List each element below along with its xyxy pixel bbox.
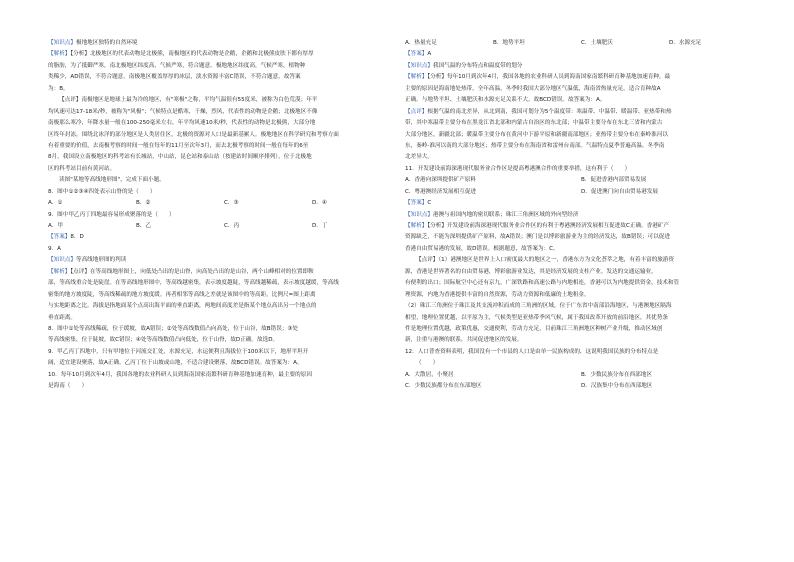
q12-option-a: A．大散居，小聚居 [405, 371, 454, 378]
text-line [48, 347, 400, 358]
text-line [48, 84, 400, 95]
section-tag: 【知识点】 [48, 40, 76, 46]
line-text: 12．人口普查资料表明，我国没有一个市县的人口是由单一民族构成的，这说明我国民族的分布特点是 [405, 348, 659, 355]
line-text: 9．A [48, 245, 61, 252]
right-column [405, 38, 757, 393]
q8-option-a: A．① [48, 200, 63, 207]
q12-option-b: B．少数民族分布在西部地区 [581, 371, 652, 378]
text-line [48, 381, 400, 392]
text-line [405, 107, 757, 118]
text-line [405, 278, 757, 289]
section-tag: 【知识点】 [405, 211, 433, 218]
line-text: 有便利的出口；国际航空中心还有京九，广深铁路和高速公路与内地相连，香港可以为内地提供资金，技术和管 [405, 280, 680, 287]
q9-option-d: D．丁 [312, 223, 328, 229]
text-line [48, 335, 400, 346]
text-line [405, 95, 757, 106]
q11-options-row1 [405, 175, 757, 186]
text-line [405, 84, 757, 95]
line-text: 为：B。 [48, 85, 69, 92]
section-tag: 【答案】 [405, 51, 428, 58]
text-line [48, 278, 400, 289]
text-line [48, 141, 400, 152]
text-line [405, 232, 757, 243]
text-line [405, 49, 757, 60]
section-tag: 【解析】 [405, 74, 428, 81]
line-text: 相望，地理位置优越，以平原为主，气候类型是亚热带季风气候，属于我国改革开放的前沿地区，其优势条 [405, 314, 668, 321]
text-line [48, 187, 400, 198]
text-line [48, 152, 400, 163]
line-text: 区的科考站目前有黄河站。 [48, 165, 116, 172]
q12-options-row2 [405, 381, 757, 392]
line-text: 阔，适宜建设聚落，故A正确。乙丙丁位于山坡或山地，不适合建设聚落，故BCD错误。故答案为：A。 [48, 360, 303, 367]
q10-options [405, 38, 757, 49]
text-line [405, 347, 757, 358]
q10-option-b: B．地势平坦 [493, 40, 525, 46]
text-line [48, 370, 400, 381]
text-line [405, 301, 757, 312]
q9-option-c: C．丙 [224, 223, 240, 229]
line-text: 类稀少，AD错误，不符合题意。南极地区覆盖厚厚的冰层，淡水资源丰富C错误，不符合题意。故答案 [48, 74, 301, 81]
line-text: 理资源，内地为香港提供丰富的自然资源，劳动力资源和低廉的土地租金。 [405, 291, 590, 298]
line-text: 东，秦岭-淮河以南的大部分地区；热带主要分布在海南省和雷州台南部。气温特点夏季普遍高温，冬季南 [405, 142, 665, 149]
q11-option-a: A．香港向深圳提供矿产原料 [405, 177, 476, 184]
text-line [48, 175, 400, 186]
text-line [48, 324, 400, 335]
text-line [405, 118, 757, 129]
line-text: 部，等高线重合处是陡崖。在等高线地形图中，等高线越密集，表示坡度越陡，等高线越稀疏，表示坡度越缓，等高线 [48, 280, 339, 287]
q8-option-b: B．② [136, 200, 151, 207]
line-text: 资源缺乏，不能为深圳提供矿产原料，故A错误；澳门是以博彩旅游业为主的经济发达，故B错误；可以促进 [405, 234, 670, 241]
line-text: C [427, 200, 432, 207]
line-text: 10．每年10月到次年4月，我国各地的农业科研人员到海南国家南繁科研育种基地加速育种，最主要的原因 [48, 371, 312, 378]
line-text: 9．甲乙丙丁四地中，只有甲地位于河流交汇处，水源充足，水运便利且海拔位于100米以下，地形平坦开 [48, 348, 309, 355]
text-line [48, 244, 400, 255]
line-text: 有着重要的价值，去南极考察的时间一般在每年的11月至次年3月，而去北极考察的时间一般在每年的6至 [48, 142, 309, 149]
text-line [405, 164, 757, 175]
text-line [405, 244, 757, 255]
text-line [405, 255, 757, 266]
text-line [48, 49, 400, 60]
line-text: （ ） [416, 360, 439, 367]
line-text: 等高线地形图的判读 [75, 257, 127, 264]
line-text: 我国气温的分布特点和温度带的划分 [432, 62, 523, 69]
right-explanation-block [405, 198, 757, 370]
line-text: 8．图中①处等高线稀疏，位于缓坡，故A错误；②处等高线数值凸向高处，位于山谷，故B错误；③处 [48, 325, 299, 332]
line-text: 均风速可达17-18米/秒，被称为"风极"；气候特点是酷寒，干燥，烈风，代表性的动物是企鹅；北极地区不像 [48, 108, 318, 115]
q10-option-d: D．水源充足 [669, 40, 702, 46]
q8-options [48, 198, 400, 209]
text-line [405, 152, 757, 163]
line-text: （2）珠江三角洲位于珠江及其支流冲积而成的三角洲的区域，位于广东省中南部沿海地区，与港澳地区隔海 [405, 303, 672, 310]
text-line [405, 198, 757, 209]
text-line [48, 72, 400, 83]
line-text: 读图"某地等高线地形图"，完成下面小题。 [59, 177, 165, 184]
line-text: 【分析】每年10月到次年4月，我国各地的农业科研人员到海南国家南繁科研育种基地加速育种，最 [427, 74, 671, 81]
section-tag: 【答案】 [48, 234, 71, 241]
q11-option-c: C．粤港澳经济发展相互促进 [405, 188, 477, 195]
text-line [48, 95, 400, 106]
line-text: 新，注重与港澳的联系，共同促进地区的发展。 [405, 337, 523, 344]
line-text: 正确。与地势平坦、土壤肥沃和水源充足关系不大，故BCD错误。故答案为：A。 [405, 97, 606, 104]
text-line [48, 164, 400, 175]
q8-option-d: D．④ [312, 200, 327, 207]
section-tag: 【知识点】 [405, 62, 433, 69]
left-column [48, 38, 400, 393]
q10-option-c: C．土壤肥沃 [581, 40, 613, 46]
line-text: 香港自由贸易港的发展，故D错误。根据题意，故答案为：C。 [405, 245, 559, 252]
q11-option-d: D．促进澳门向自由贸易港发展 [581, 188, 659, 195]
q12-option-c: C．少数民族都分布在东部地区 [405, 383, 482, 390]
section-tag: 【解析】 [405, 223, 428, 229]
text-line [48, 107, 400, 118]
line-text: 根据气温的南北差异，从北到南，我国可划分为5个温度带：寒温带、中温带、暖温带、亚热带和热 [427, 108, 672, 115]
text-line [405, 313, 757, 324]
line-text: 【点评】在等高线地形图上，向低处凸出的是山脊，向高处凸出的是山谷，两个山峰相对的位置即鞍 [70, 268, 314, 275]
line-text: 8月，我国设立南极地区的科考站有长城站，中山站，昆仑站和泰山站（按建站时间顺序排列），位于北极地 [48, 154, 312, 161]
text-line [405, 358, 757, 369]
line-text: 垂直距离。 [48, 314, 76, 321]
line-text: 8．D [70, 234, 84, 241]
line-text: 主要的原因是海南地处热带，全年高温，冬季时我国大部分地区气温低，海南省热量充足，适合育种故A [405, 85, 661, 92]
line-text: 大部分地区，新疆北部；暖温带主要分布在黄河中下游平原和新疆南部地区；亚热带主要分布在秦岭淮河以 [405, 131, 668, 138]
line-text: 极地地区独特的自然环境 [75, 40, 138, 46]
line-text: 【分析】北极地区的代表动物是北极熊，南极地区的代表动物是企鹅，企鹅和北极熊皮肤下都有厚厚 [70, 51, 314, 58]
line-text: 密集的地方坡度陡，等高线稀疏的地方坡度缓。再者相邻等高线之差就是该图中的等高距。比例尺=图上距离 [48, 291, 316, 298]
q12-options-row1 [405, 370, 757, 381]
text-line [48, 130, 400, 141]
left-explanation-block [48, 232, 400, 392]
text-line [48, 358, 400, 369]
left-text-block [48, 38, 400, 198]
text-line [405, 290, 757, 301]
q10-option-a: A．热量充足 [405, 40, 437, 46]
line-text: 【点评】（1）港澳地区是世界上人口密度最大的地区之一，香港东方为文化荟萃之地，有着丰富的旅游资 [416, 257, 675, 264]
q9-stem: 9．图中甲乙丙丁四地最容易形成聚落的是（ ） [48, 211, 175, 218]
text-line [405, 335, 757, 346]
right-text-block [405, 49, 757, 175]
line-text: 南极那么寒冷，年降水量一般在100-250毫米左右，年平均风速10米/秒，代表性的动物是北极熊，大部分地 [48, 120, 316, 127]
line-text: 港澳与祖国内地的密切联系；珠江三角洲区域的外向型经济 [432, 211, 579, 218]
q12-option-d: D．汉族集中分布在西部地区 [581, 383, 653, 390]
section-tag: 【知识点】 [48, 257, 76, 264]
text-line [405, 72, 757, 83]
text-line [405, 221, 757, 232]
line-text: 11．开发建设前海深港现代服务业合作区是提高粤港澳合作的重要举措，这有利于（ ） [405, 165, 631, 172]
text-line [48, 61, 400, 72]
q11-option-b: B．促进香港内部贸易发展 [581, 177, 647, 184]
section-tag: 【解析】 [48, 51, 71, 58]
line-text: 等高线密集，位于陡坡，故C错误；④处等高线数值凸向低处，位于山脊，故D正确。故选D。 [48, 337, 279, 344]
line-text: 8．图中①②③④四处表示山脊的是（ ） [48, 188, 156, 195]
section-tag: 【点评】 [405, 108, 428, 115]
section-tag: 【解析】 [48, 268, 71, 275]
text-line [405, 141, 757, 152]
q9-option-b: B．乙 [136, 223, 152, 229]
text-line [405, 267, 757, 278]
text-line [48, 301, 400, 312]
line-text: 件是地理位置优越，政策优惠，交通便利，劳动力充足，目前珠江三角洲地区种树产业升级，推动区域创 [405, 325, 663, 332]
text-line [405, 210, 757, 221]
line-text: 与实地距离之比。海拔是指地面某个点高出海平面的垂直距离，两地间高度差是指某个地点高出另一个地点的 [48, 303, 317, 310]
text-line [405, 61, 757, 72]
q11-options-row2 [405, 187, 757, 198]
line-text: A [427, 51, 432, 58]
line-text: 是海南（ ） [48, 383, 88, 390]
line-text: 区终年封冻，围绕北冰洋的部分地区是人类居住区，北极的资源对人口是最新基累人。极地地区在科学研究和考察方面 [48, 131, 339, 138]
text-line [48, 313, 400, 324]
text-line [48, 118, 400, 129]
text-line [48, 290, 400, 301]
section-tag: 【答案】 [405, 200, 428, 207]
line-text: 带，其中寒温带主要分布在黑龙江省北部和内蒙古自治区的东北部；中温带主要分布在东北三省和内蒙古 [405, 120, 663, 127]
text-line [48, 255, 400, 266]
q9-option-a: A．甲 [48, 223, 64, 229]
line-text: 的脂肪，为了抵御严寒，南北极地区纬度高，气候严寒，符合题意。极地地区纬度高，气候严寒，植物种 [48, 62, 306, 69]
line-text: 【分析】开发建设前海深港现代服务业合作区的有利于粤港澳经济发展相互促进故C正确。香港矿产 [427, 223, 670, 229]
text-line [405, 324, 757, 335]
text-line [48, 267, 400, 278]
text-line [48, 232, 400, 243]
text-line [405, 130, 757, 141]
line-text: 【点评】南极地区是地球上最为冷的地区，有"寒极"之称，平均气温很有55度米，被称为白色荒漠；年平 [59, 97, 318, 104]
q8-option-c: C．③ [224, 200, 239, 207]
q9-options [48, 221, 400, 232]
text-line [48, 38, 400, 49]
line-text: 北差异大。 [405, 154, 433, 161]
line-text: 源，香港是世界著名的自由贸易港，博彩旅游业发达，其是经济发展的支柱产业。发达的交通运输业， [405, 268, 657, 275]
